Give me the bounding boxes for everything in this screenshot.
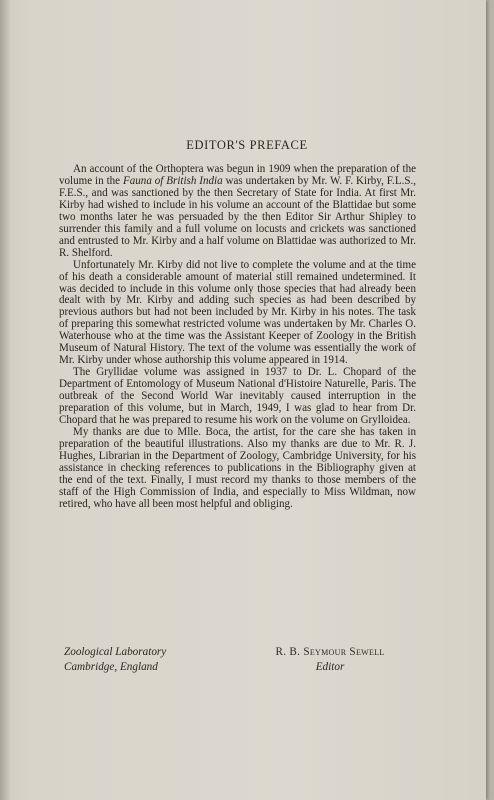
page-title: EDITOR'S PREFACE (186, 138, 308, 152)
paragraph-1-italic-title: Fauna of British India (123, 174, 223, 187)
signature-place (64, 645, 166, 675)
place-line-2: Cambridge, England (64, 661, 158, 673)
paragraph-4: My thanks are due to Mlle. Boca, the artist, for the care she has taken in preparation of the beautiful illustrations. Also my thanks are due to Mr. R. J. Hughes, Librarian in the Department of Zoology, Cambridge University, for his assistance in checking references to publications in the Bibliography given at the end of the text. Finally, I must record my thanks to those members of the staff of the High Commission of India, and especially to Miss Wildman, now retired, who have all been most helpful and obliging. (59, 425, 416, 510)
paragraph-2: Unfortunately Mr. Kirby did not live to complete the volume and at the time of his death a considerable amount of material still remained undetermined. It was decided to include in this volume only those species that had already been dealt with by Mr. Kirby and adding such species as had been described by previous authors but had not been included by Mr. Kirby in his notes. The task of preparing this somewhat restricted volume was undertaken by Mr. Charles O. Waterhouse who at the time was the Assistant Keeper of Zoology in the British Museum of Natural History. The text of the volume was essentially the work of Mr. Kirby under whose authorship this volume appeared in 1914. (59, 258, 416, 367)
place-line-1: Zoological Laboratory (64, 646, 167, 658)
paragraph-3: The Gryllidae volume was assigned in 1937 to Dr. L. Chopard of the Department of Entomology of Museum National d'Histoire Naturelle, Paris. The outbreak of the Second World War inevitably caused interruption in the preparation of this volume, but in March, 1949, I was glad to hear from Dr. Chopard that he was prepared to resume his work on the volume on Grylloidea. (59, 366, 416, 427)
paragraph-1-before: An account of the Orthoptera was begun in 1909 when the preparation of the volume in the (59, 163, 416, 187)
preface-body (59, 164, 416, 511)
author-role: Editor (315, 661, 345, 673)
page-gutter-shadow (0, 0, 10, 800)
paragraph-1 (59, 164, 416, 260)
author-name: R. B. Seymour Sewell (275, 646, 385, 658)
paragraph-1-after: was undertaken by Mr. W. F. Kirby, F.L.S., F.E.S., and was sanctioned by the then Secretary of State for India. At first Mr. Kirby had wished to include in his volume an account of the Blattidae but some two months later he was persuaded by the then Editor Sir Arthur Shipley to surrender this family and a full volume on locusts and crickets was sanctioned and entrusted to Mr. Kirby and a half volume on Blattidae was authorized to Mr. R. Shelford. (59, 174, 416, 259)
signature-author (252, 645, 408, 675)
